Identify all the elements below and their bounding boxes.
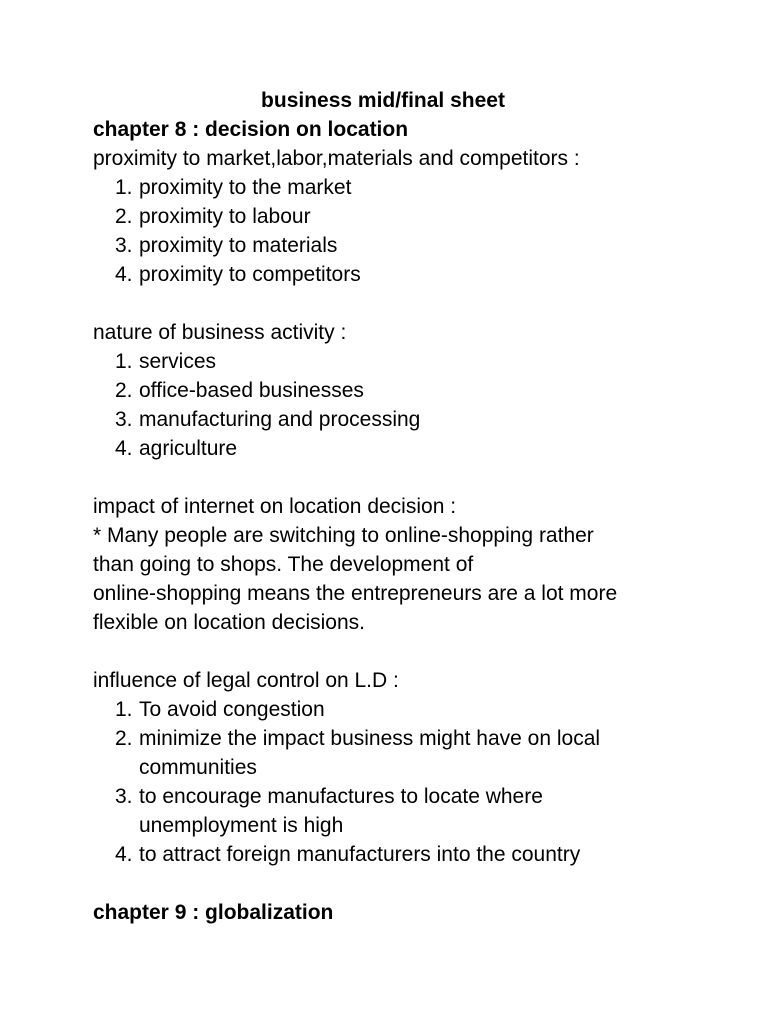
list-item-text: To avoid congestion <box>139 698 325 721</box>
list-item <box>93 840 693 869</box>
proximity-heading: proximity to market,labor,materials and competitors : <box>93 147 580 170</box>
spacer <box>93 463 693 492</box>
nature-list <box>93 347 693 463</box>
list-item <box>93 260 693 289</box>
list-item <box>93 376 693 405</box>
list-number: 3. <box>115 785 133 808</box>
list-number: 2. <box>115 379 133 402</box>
list-item <box>93 695 693 724</box>
list-number: 4. <box>115 263 133 286</box>
spacer <box>93 637 693 666</box>
list-number: 3. <box>115 408 133 431</box>
document-page <box>93 86 693 927</box>
spacer <box>93 869 693 898</box>
list-item-text: to attract foreign manufacturers into the country <box>139 843 581 866</box>
list-item <box>93 347 693 376</box>
legal-heading: influence of legal control on L.D : <box>93 669 399 692</box>
list-item-text: office-based businesses <box>139 379 364 402</box>
nature-heading: nature of business activity : <box>93 321 347 344</box>
list-item-text: agriculture <box>139 437 238 460</box>
list-number: 4. <box>115 843 133 866</box>
chapter-9-heading: chapter 9 : globalization <box>93 901 334 924</box>
internet-paragraph <box>93 521 683 637</box>
list-number: 1. <box>115 176 133 199</box>
list-item-text: minimize the impact business might have on local <box>139 727 601 750</box>
list-item-text: proximity to the market <box>139 176 352 199</box>
list-item <box>93 434 693 463</box>
list-item-text: proximity to competitors <box>139 263 361 286</box>
internet-heading: impact of internet on location decision : <box>93 495 457 518</box>
list-item <box>93 782 693 840</box>
list-number: 2. <box>115 205 133 228</box>
list-item-text: services <box>139 350 217 373</box>
list-number: 2. <box>115 727 133 750</box>
list-item <box>93 405 693 434</box>
list-item-text: to encourage manufactures to locate where <box>139 785 543 808</box>
list-item-text: unemployment is high <box>139 814 344 837</box>
list-number: 1. <box>115 698 133 721</box>
list-item <box>93 202 693 231</box>
list-number: 3. <box>115 234 133 257</box>
list-item-text: communities <box>139 756 257 779</box>
list-item <box>93 173 693 202</box>
list-item <box>93 231 693 260</box>
paragraph-line: flexible on location decisions. <box>93 611 365 634</box>
list-item-text: manufacturing and processing <box>139 408 421 431</box>
paragraph-line: * Many people are switching to online-shopping rather <box>93 524 594 547</box>
list-number: 4. <box>115 437 133 460</box>
list-number: 1. <box>115 350 133 373</box>
paragraph-line: online-shopping means the entrepreneurs are a lot more <box>93 582 618 605</box>
list-item <box>93 724 693 782</box>
list-item-text: proximity to labour <box>139 205 311 228</box>
paragraph-line: than going to shops. The development of <box>93 553 474 576</box>
list-item-text: proximity to materials <box>139 234 338 257</box>
proximity-list <box>93 173 693 289</box>
spacer <box>93 289 693 318</box>
chapter-8-heading: chapter 8 : decision on location <box>93 118 409 141</box>
document-title: business mid/final sheet <box>261 89 505 112</box>
legal-list <box>93 695 693 869</box>
